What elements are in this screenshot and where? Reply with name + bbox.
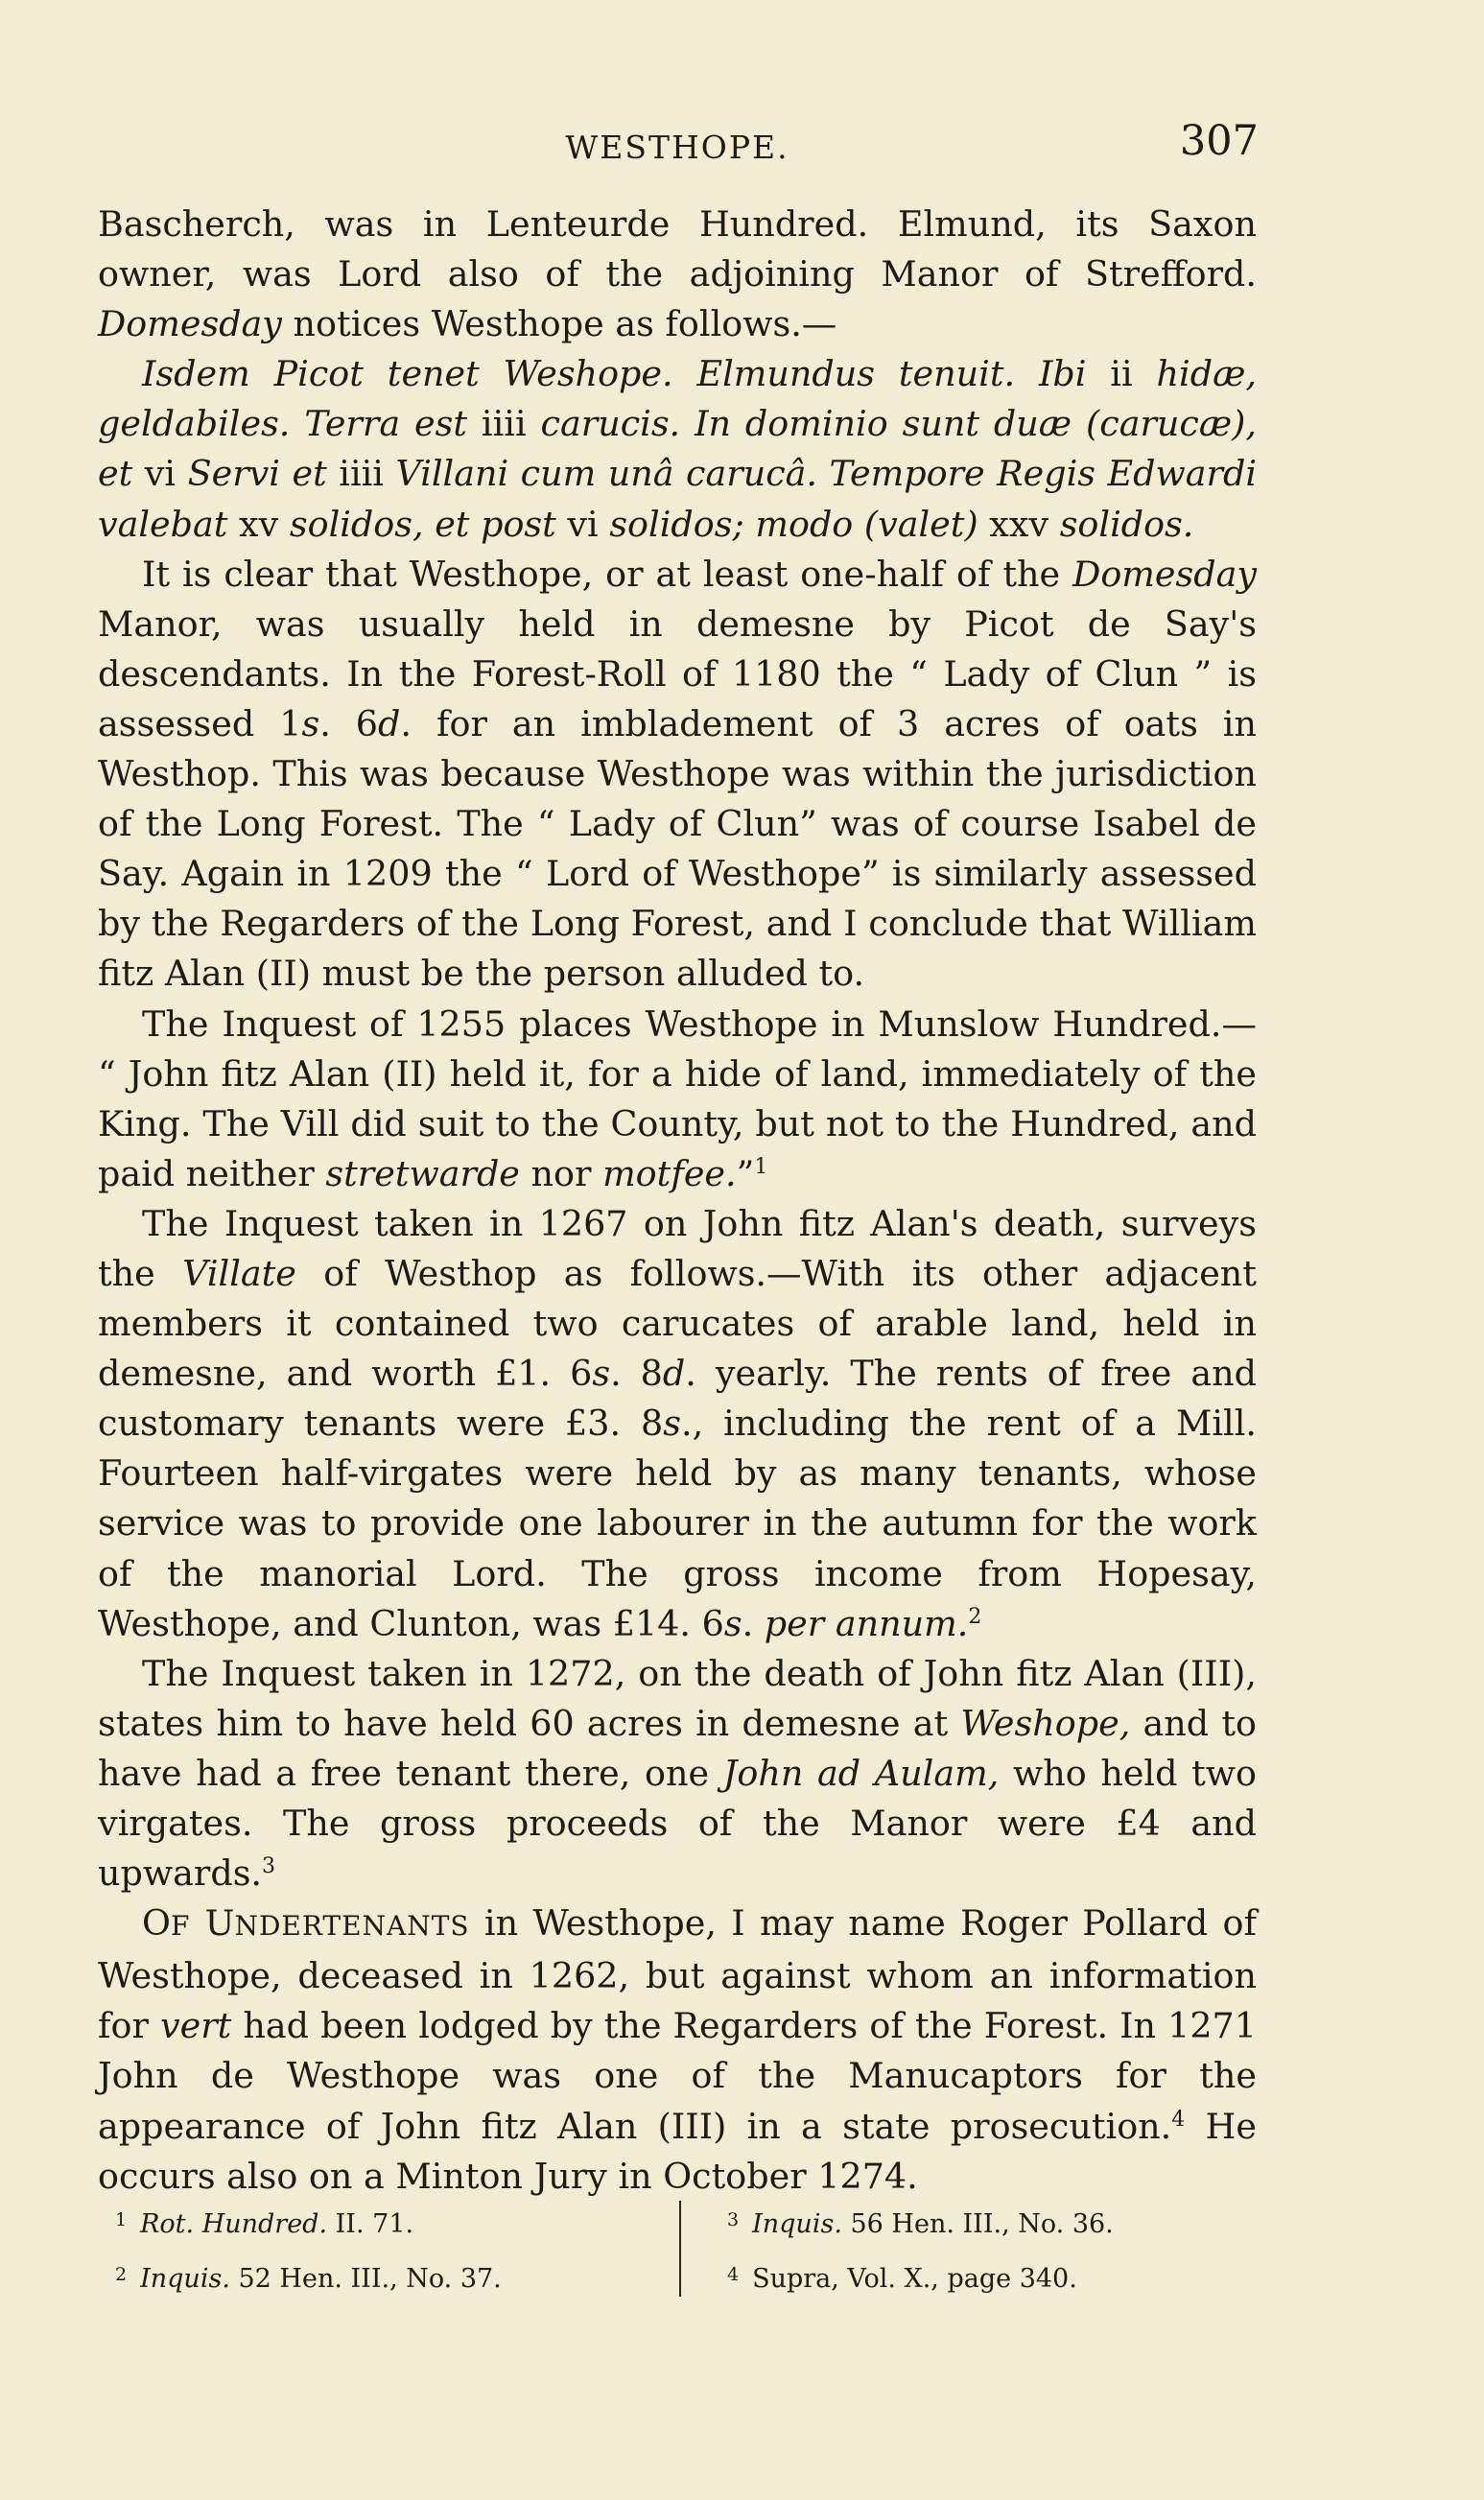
italic-span: vert [160,2005,232,2047]
page-header [96,117,1259,175]
text-span: The Inquest taken in 1267 on John fitz Alan's death, surveys the [98,1202,1257,1294]
paragraph-7 [98,1899,1257,2202]
footnote-ref: 2 [968,1604,982,1629]
footnote-2: $^2$ Inquis. 52 Hen. III., No. 37. [115,2264,502,2294]
text-span: notices Westhope as follows.— [281,303,837,345]
roman-numeral: iiii [326,453,396,495]
text-span: and to have had a free tenant there, one [98,1702,1257,1794]
italic-span: Domesday [1072,553,1257,595]
italic-span: stretwarde [325,1152,520,1194]
roman-numeral: vi [555,503,610,545]
text-span: who held two virgates. The gross proceeds of the Manor were £4 and upwards. [98,1752,1257,1895]
roman-numeral: vi [132,453,188,495]
text-span: ., including the rent of a Mill. Fourteen half-virgates were held by as many tenants, whose service was to provide one labourer in the autumn for the work of the manorial Lord. The gross income from Hopesay, Westhope, and Clunton, was £14. 6 [98,1403,1257,1644]
paragraph-3 [98,550,1257,1000]
smallcaps-lead: OF UNDERTENANTS [142,1902,470,1945]
text-span: nor [519,1152,603,1194]
paragraph-6 [98,1649,1257,1899]
italic-span: d [662,1353,686,1395]
footnote-column-left [115,2195,633,2304]
text-span: The Inquest taken in 1272, on the death of John fitz Alan (III), states him to have held 60 acres in demesne at [98,1652,1257,1744]
footnote-1: $^1$ Rot. Hundred. II. 71. [115,2209,414,2239]
italic-span: d [378,702,401,744]
italic-span: s [723,1602,742,1644]
italic-span: solidos. [1059,503,1194,545]
paragraph-4 [98,1000,1257,1199]
roman-numeral: xv [227,503,290,545]
text-span: The Inquest of 1255 places Westhope in Munslow Hundred.— “ John fitz Alan (II) held it, for a hide of land, immediately of the King. The Vill did suit to the County, but not to the Hundred, and paid neither [98,1002,1257,1194]
italic-span: hidæ, geldabiles. Terra est [98,353,1257,445]
paragraph-5 [98,1199,1257,1649]
roman-numeral: iiii [467,403,541,445]
footnote-4: $^4$ Supra, Vol. X., page 340. [727,2264,1077,2294]
italic-span: carucis. In dominio sunt duæ (carucæ), et [98,403,1258,495]
italic-span: motfee. [602,1152,737,1194]
text-span: Bascherch, was in Lenteurde Hundred. Elmund, its Saxon owner, was Lord also of the adjoining Manor of Strefford. [98,203,1257,295]
roman-numeral: xxv [978,503,1060,545]
text-span: It is clear that Westhope, or at least one-half of the [142,553,1073,595]
italic-span: Servi et [187,453,327,495]
text-span: . yearly. The rents of free and customary tenants were £3. 8 [98,1353,1257,1445]
roman-numeral: ii [1086,353,1157,395]
italic-span: Villate [182,1252,296,1294]
footnote-divider [679,2201,681,2297]
footnote-ref: 4 [1171,2107,1186,2132]
italic-span: Villani cum unâ carucâ. Tempore Regis Edwardi valebat [98,453,1258,545]
paragraph-1 [98,200,1257,349]
italic-span: solidos; modo (valet) [609,503,978,545]
footnote-column-right [727,2195,1245,2304]
italic-span: s [301,702,320,744]
text-span: had been lodged by the Regarders of the Forest. In 1271 John de Westhope was one of the Manucaptors for the appearance of John fitz Alan (III) in a state prosecution. [98,2005,1257,2147]
italic-span: Domesday [98,303,282,345]
text-span: ” [736,1152,755,1194]
body-text [98,200,1257,2202]
italic-span: s [592,1353,611,1395]
text-span: . [742,1602,765,1644]
page-number: 307 [1179,117,1259,165]
text-span: . 6 [319,702,379,744]
italic-span: John ad Aulam, [722,1752,1000,1794]
italic-span: solidos, et post [289,503,556,545]
paragraph-domesday-quote [98,349,1257,549]
running-head: WESTHOPE. [565,129,789,166]
text-span: . 8 [610,1353,663,1395]
footnote-ref: 3 [262,1853,276,1878]
footnote-3: $^3$ Inquis. 56 Hen. III., No. 36. [727,2209,1114,2239]
text-span: of Westhop as follows.—With its other adjacent members it contained two carucates of arable land, held in demesne, and worth £1. 6 [98,1252,1257,1395]
italic-span: Isdem Picot tenet Weshope. Elmundus tenuit. Ibi [142,353,1087,395]
footnote-ref: 1 [754,1154,768,1179]
text-span: . for an imbladement of 3 acres of oats in Westhop. This was because Westhope was within the jurisdiction of the Long Forest. The “ Lady of Clun” was of course Isabel de Say. Again in 1209 the “ Lord of Westhope” is similarly assessed by the Regarders of the Long Forest, and I conclude that William fitz Alan (II) must be the person alluded to. [98,702,1257,995]
italic-span: per annum. [764,1602,969,1644]
text-span: Manor, was usually held in demesne by Picot de Say's descendants. In the Forest-Roll of 1180 the “ Lady of Clun ” is assessed 1 [98,602,1257,744]
italic-span: s [663,1403,681,1445]
text-span: He occurs also on a Minton Jury in October 1274. [98,2105,1257,2197]
text-span: in Westhope, I may name Roger Pollard of Westhope, deceased in 1262, but against whom an information for [98,1902,1257,2047]
italic-span: Weshope, [960,1702,1131,1744]
